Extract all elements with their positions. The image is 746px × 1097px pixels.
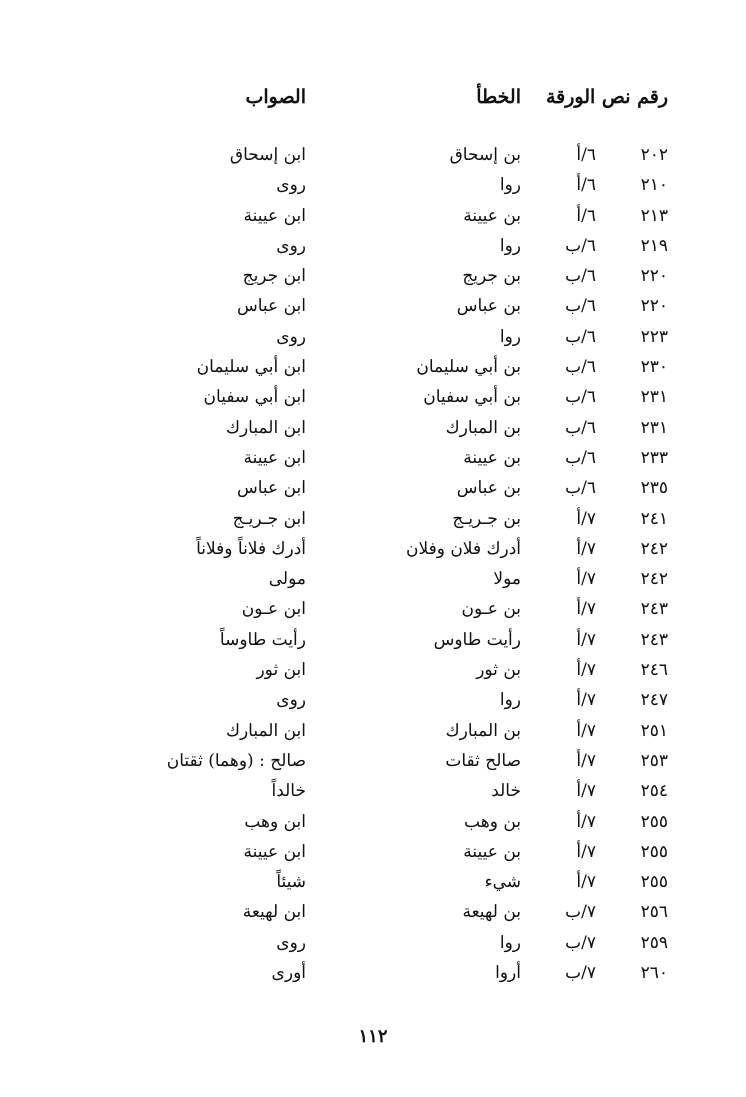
row-correct: ابن عباس (236, 296, 306, 317)
errata-table-body (0, 140, 746, 988)
row-correct: ابن جريج (242, 266, 306, 287)
row-correct: روى (276, 175, 306, 196)
row-number: ٢٥٩ (640, 932, 668, 953)
row-leaf: ٦/ب (565, 447, 596, 468)
row-number: ٢٣٠ (640, 357, 668, 378)
row-number: ٢٤٢ (640, 569, 668, 590)
row-number: ٢٥٤ (640, 781, 668, 802)
row-number: ٢٢٠ (640, 266, 668, 287)
row-number: ٢١٠ (640, 175, 668, 196)
table-row (0, 807, 746, 837)
table-row (0, 897, 746, 927)
row-wrong: روا (499, 690, 521, 711)
row-wrong: بن ثور (476, 660, 521, 681)
row-number: ٢١٩ (640, 235, 668, 256)
row-correct: روى (276, 235, 306, 256)
row-leaf: ٧/أ (576, 538, 596, 559)
table-header (0, 86, 746, 116)
row-correct: شيئاً (276, 872, 306, 893)
row-correct: صالح : (وهما) ثقتان (166, 750, 306, 771)
row-correct: أورى (271, 963, 306, 984)
table-row (0, 746, 746, 776)
header-wrong: الخطأ (476, 86, 521, 108)
row-number: ٢٥٦ (640, 902, 668, 923)
row-wrong: بن إسحاق (449, 145, 521, 165)
table-row (0, 473, 746, 503)
row-wrong: مولا (493, 569, 521, 590)
table-row (0, 564, 746, 594)
row-number: ٢٠٢ (640, 145, 668, 165)
row-correct: روى (276, 932, 306, 953)
row-number: ٢١٣ (640, 205, 668, 226)
table-row (0, 655, 746, 685)
table-row (0, 443, 746, 473)
row-number: ٢٥٥ (640, 841, 668, 862)
row-number: ٢٣١ (640, 417, 668, 438)
row-correct: ابن عيينة (243, 205, 306, 226)
row-wrong: بن جريج (462, 266, 521, 287)
row-wrong: بن لهيعة (462, 902, 521, 923)
row-wrong: بن عباس (456, 478, 521, 499)
row-leaf: ٦/أ (576, 175, 596, 196)
row-wrong: بن وهب (464, 811, 521, 832)
row-number: ٢٥١ (640, 720, 668, 741)
row-wrong: روا (499, 235, 521, 256)
row-leaf: ٧/ب (565, 932, 596, 953)
table-row (0, 837, 746, 867)
table-row (0, 867, 746, 897)
row-leaf: ٦/ب (565, 235, 596, 256)
row-number: ٢٣٣ (640, 447, 668, 468)
row-leaf: ٦/ب (565, 387, 596, 408)
row-leaf: ٦/ب (565, 357, 596, 378)
row-leaf: ٦/ب (565, 326, 596, 347)
row-correct: روى (276, 690, 306, 711)
row-number: ٢٢٠ (640, 296, 668, 317)
row-correct: ابن وهب (244, 811, 306, 832)
table-row (0, 625, 746, 655)
row-number: ٢٣٥ (640, 478, 668, 499)
row-leaf: ٧/أ (576, 629, 596, 650)
row-wrong: بن جـريـج (452, 508, 521, 529)
row-leaf: ٦/ب (565, 296, 596, 317)
table-row (0, 352, 746, 382)
row-correct: ابن ثور (256, 660, 306, 681)
table-row (0, 140, 746, 170)
row-wrong: روا (499, 326, 521, 347)
table-row (0, 201, 746, 231)
table-row (0, 413, 746, 443)
row-leaf: ٦/ب (565, 417, 596, 438)
row-number: ٢٤٦ (640, 660, 668, 681)
row-number: ٢٥٥ (640, 872, 668, 893)
row-wrong: بن أبي سفيان (423, 387, 521, 408)
row-correct: ابن إسحاق (229, 145, 306, 165)
page-number: ١١٢ (358, 1026, 388, 1047)
row-number: ٢٤٣ (640, 629, 668, 650)
table-row (0, 776, 746, 806)
table-row (0, 170, 746, 200)
row-correct: رأيت طاوساً (219, 629, 306, 650)
table-row (0, 231, 746, 261)
row-number: ٢٦٠ (640, 963, 668, 984)
row-leaf: ٧/أ (576, 811, 596, 832)
row-leaf: ٧/أ (576, 720, 596, 741)
row-number: ٢٤٣ (640, 599, 668, 620)
row-wrong: بن المبارك (445, 417, 521, 438)
table-row (0, 928, 746, 958)
row-wrong: روا (499, 932, 521, 953)
table-row (0, 322, 746, 352)
row-number: ٢٣١ (640, 387, 668, 408)
row-leaf: ٧/أ (576, 872, 596, 893)
row-correct: ابن عيينة (243, 447, 306, 468)
row-wrong: صالح ثقات (445, 750, 521, 771)
row-leaf: ٧/أ (576, 841, 596, 862)
row-leaf: ٦/ب (565, 478, 596, 499)
header-number-text: رقم نص الورقة (545, 86, 668, 108)
row-leaf: ٧/أ (576, 750, 596, 771)
row-number: ٢٤١ (640, 508, 668, 529)
row-leaf: ٧/أ (576, 660, 596, 681)
row-correct: ابن عيينة (243, 841, 306, 862)
row-correct: ابن أبي سليمان (196, 357, 306, 378)
row-wrong: بن عيينة (463, 841, 521, 862)
row-correct: ابن أبي سفيان (203, 387, 306, 408)
row-wrong: بن عيينة (463, 205, 521, 226)
table-row (0, 685, 746, 715)
row-leaf: ٧/أ (576, 690, 596, 711)
row-leaf: ٧/أ (576, 599, 596, 620)
row-correct: ابن لهيعة (242, 902, 306, 923)
table-row (0, 716, 746, 746)
row-wrong: بن عيينة (463, 447, 521, 468)
table-row (0, 291, 746, 321)
table-row (0, 958, 746, 988)
row-number: ٢٥٣ (640, 750, 668, 771)
table-row (0, 594, 746, 624)
table-row (0, 504, 746, 534)
row-correct: أدرك فلاناً وفلاناً (196, 538, 306, 559)
row-wrong: بن المبارك (445, 720, 521, 741)
row-wrong: شيء (484, 872, 521, 893)
row-leaf: ٦/أ (576, 145, 596, 165)
row-correct: روى (276, 326, 306, 347)
row-number: ٢٤٧ (640, 690, 668, 711)
row-correct: ابن عباس (236, 478, 306, 499)
row-correct: ابن عـون (241, 599, 306, 620)
row-wrong: أروا (495, 963, 521, 984)
table-row (0, 382, 746, 412)
row-leaf: ٧/ب (565, 902, 596, 923)
row-leaf: ٧/ب (565, 963, 596, 984)
table-row (0, 534, 746, 564)
table-row (0, 261, 746, 291)
row-correct: مولى (268, 569, 306, 590)
row-wrong: خالد (491, 781, 521, 802)
row-number: ٢٥٥ (640, 811, 668, 832)
row-number: ٢٤٢ (640, 538, 668, 559)
row-leaf: ٦/ب (565, 266, 596, 287)
row-correct: خالداً (271, 781, 306, 802)
row-wrong: بن عباس (456, 296, 521, 317)
row-leaf: ٧/أ (576, 781, 596, 802)
row-wrong: بن أبي سليمان (416, 357, 521, 378)
row-correct: ابن المبارك (225, 417, 306, 438)
row-leaf: ٦/أ (576, 205, 596, 226)
row-number: ٢٢٣ (640, 326, 668, 347)
row-leaf: ٧/أ (576, 508, 596, 529)
header-correct: الصواب (245, 86, 306, 108)
row-wrong: رأيت طاوس (433, 629, 521, 650)
row-correct: ابن جـريـج (232, 508, 306, 529)
row-wrong: أدرك فلان وفلان (405, 538, 521, 559)
row-correct: ابن المبارك (225, 720, 306, 741)
row-wrong: روا (499, 175, 521, 196)
row-leaf: ٧/أ (576, 569, 596, 590)
row-wrong: بن عـون (461, 599, 521, 620)
